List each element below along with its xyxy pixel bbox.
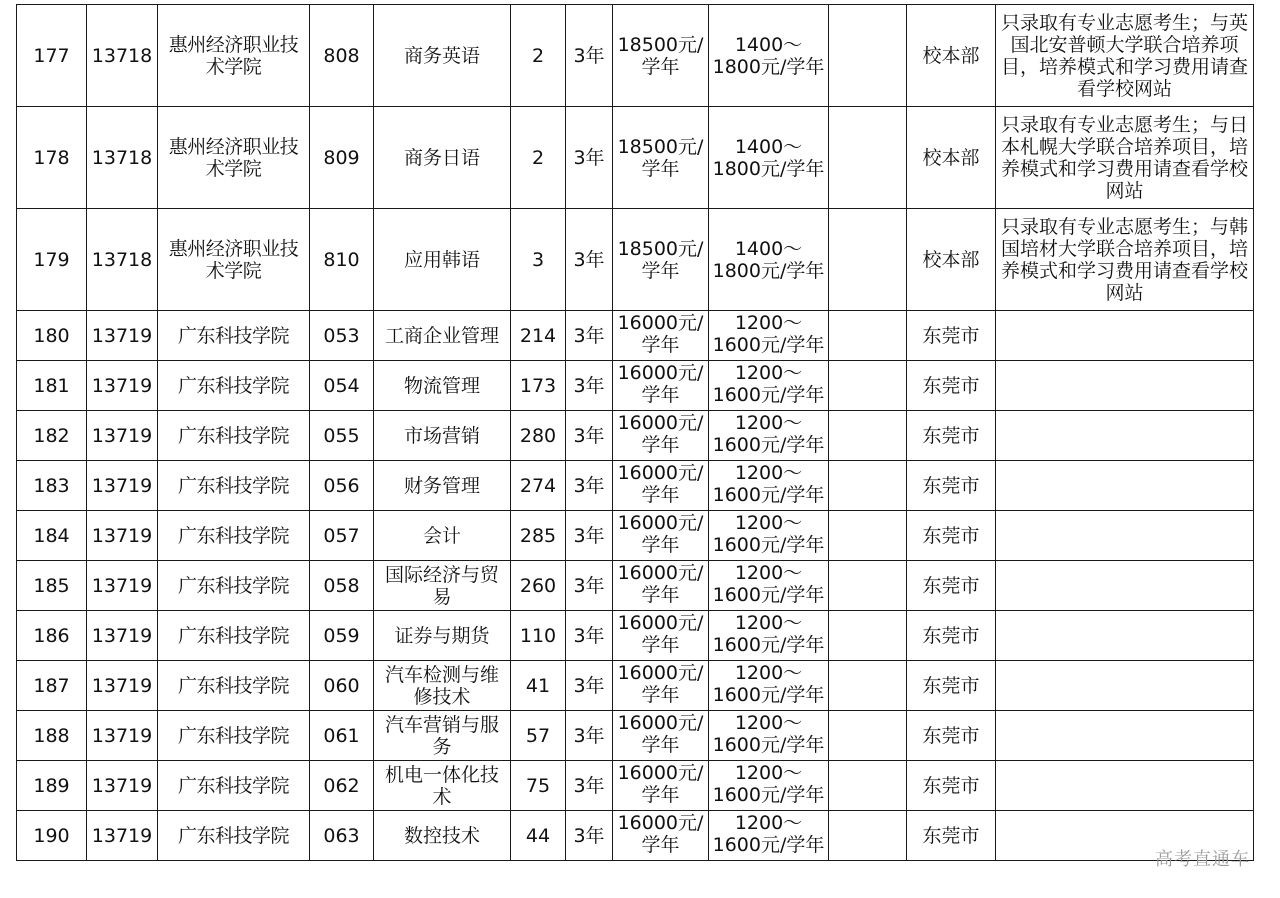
lodging-fee-cell: 1200～1600元/学年 (709, 761, 829, 811)
major-name-cell: 机电一体化技术 (374, 761, 511, 811)
major-name-cell: 商务日语 (374, 107, 511, 209)
tuition-fee-cell: 16000元/学年 (613, 461, 709, 511)
empty-cell-cell (829, 461, 907, 511)
major-name-cell: 证券与期货 (374, 611, 511, 661)
lodging-fee-cell: 1200～1600元/学年 (709, 411, 829, 461)
study-years-cell: 3年 (566, 311, 613, 361)
tuition-fee-cell: 16000元/学年 (613, 811, 709, 861)
lodging-fee-cell: 1400～1800元/学年 (709, 209, 829, 311)
campus-cell: 东莞市 (907, 561, 996, 611)
table-row (17, 5, 1254, 107)
school-code-cell: 13719 (87, 611, 158, 661)
plan-count-cell: 285 (511, 511, 566, 561)
table-row (17, 461, 1254, 511)
campus-cell: 东莞市 (907, 711, 996, 761)
remark-cell (996, 511, 1254, 561)
row-number-cell: 189 (17, 761, 87, 811)
tuition-fee-cell: 16000元/学年 (613, 711, 709, 761)
row-number-cell: 183 (17, 461, 87, 511)
table-row (17, 511, 1254, 561)
empty-cell-cell (829, 761, 907, 811)
empty-cell-cell (829, 711, 907, 761)
school-code-cell: 13719 (87, 511, 158, 561)
campus-cell: 校本部 (907, 107, 996, 209)
remark-cell (996, 661, 1254, 711)
study-years-cell: 3年 (566, 561, 613, 611)
lodging-fee-cell: 1400～1800元/学年 (709, 107, 829, 209)
table-row (17, 107, 1254, 209)
remark-cell (996, 611, 1254, 661)
study-years-cell: 3年 (566, 5, 613, 107)
row-number-cell: 181 (17, 361, 87, 411)
empty-cell-cell (829, 811, 907, 861)
plan-count-cell: 57 (511, 711, 566, 761)
campus-cell: 东莞市 (907, 311, 996, 361)
lodging-fee-cell: 1200～1600元/学年 (709, 611, 829, 661)
major-name-cell: 应用韩语 (374, 209, 511, 311)
major-name-cell: 汽车营销与服务 (374, 711, 511, 761)
campus-cell: 东莞市 (907, 611, 996, 661)
major-code-cell: 053 (310, 311, 374, 361)
table-row (17, 411, 1254, 461)
plan-count-cell: 44 (511, 811, 566, 861)
lodging-fee-cell: 1200～1600元/学年 (709, 661, 829, 711)
school-code-cell: 13718 (87, 107, 158, 209)
tuition-fee-cell: 18500元/学年 (613, 5, 709, 107)
row-number-cell: 190 (17, 811, 87, 861)
plan-count-cell: 3 (511, 209, 566, 311)
lodging-fee-cell: 1200～1600元/学年 (709, 361, 829, 411)
plan-count-cell: 2 (511, 107, 566, 209)
table-row (17, 611, 1254, 661)
remark-cell: 只录取有专业志愿考生；与韩国培材大学联合培养项目，培养模式和学习费用请查看学校网站 (996, 209, 1254, 311)
plan-count-cell: 2 (511, 5, 566, 107)
tuition-fee-cell: 16000元/学年 (613, 361, 709, 411)
plan-count-cell: 280 (511, 411, 566, 461)
remark-cell (996, 361, 1254, 411)
plan-count-cell: 260 (511, 561, 566, 611)
row-number-cell: 187 (17, 661, 87, 711)
study-years-cell: 3年 (566, 611, 613, 661)
empty-cell-cell (829, 561, 907, 611)
remark-cell (996, 461, 1254, 511)
table-row (17, 761, 1254, 811)
campus-cell: 东莞市 (907, 761, 996, 811)
school-code-cell: 13719 (87, 661, 158, 711)
lodging-fee-cell: 1200～1600元/学年 (709, 461, 829, 511)
school-code-cell: 13718 (87, 5, 158, 107)
campus-cell: 东莞市 (907, 411, 996, 461)
major-code-cell: 059 (310, 611, 374, 661)
remark-cell (996, 561, 1254, 611)
tuition-fee-cell: 16000元/学年 (613, 561, 709, 611)
watermark: 高考直通车 (1155, 849, 1250, 870)
major-code-cell: 809 (310, 107, 374, 209)
table-row (17, 209, 1254, 311)
lodging-fee-cell: 1200～1600元/学年 (709, 311, 829, 361)
school-code-cell: 13719 (87, 311, 158, 361)
school-name-cell: 广东科技学院 (158, 561, 310, 611)
study-years-cell: 3年 (566, 761, 613, 811)
plan-count-cell: 214 (511, 311, 566, 361)
empty-cell-cell (829, 511, 907, 561)
major-name-cell: 工商企业管理 (374, 311, 511, 361)
tuition-fee-cell: 16000元/学年 (613, 661, 709, 711)
plan-count-cell: 173 (511, 361, 566, 411)
school-name-cell: 广东科技学院 (158, 611, 310, 661)
school-name-cell: 广东科技学院 (158, 811, 310, 861)
major-name-cell: 数控技术 (374, 811, 511, 861)
study-years-cell: 3年 (566, 209, 613, 311)
tuition-fee-cell: 16000元/学年 (613, 611, 709, 661)
school-code-cell: 13719 (87, 361, 158, 411)
row-number-cell: 178 (17, 107, 87, 209)
school-code-cell: 13719 (87, 461, 158, 511)
lodging-fee-cell: 1200～1600元/学年 (709, 811, 829, 861)
school-name-cell: 广东科技学院 (158, 661, 310, 711)
empty-cell-cell (829, 209, 907, 311)
school-name-cell: 广东科技学院 (158, 461, 310, 511)
study-years-cell: 3年 (566, 411, 613, 461)
major-name-cell: 财务管理 (374, 461, 511, 511)
study-years-cell: 3年 (566, 811, 613, 861)
empty-cell-cell (829, 661, 907, 711)
school-code-cell: 13719 (87, 811, 158, 861)
school-code-cell: 13719 (87, 411, 158, 461)
major-name-cell: 市场营销 (374, 411, 511, 461)
school-name-cell: 广东科技学院 (158, 311, 310, 361)
plan-count-cell: 41 (511, 661, 566, 711)
campus-cell: 东莞市 (907, 811, 996, 861)
school-code-cell: 13719 (87, 761, 158, 811)
row-number-cell: 185 (17, 561, 87, 611)
table-row (17, 561, 1254, 611)
campus-cell: 东莞市 (907, 511, 996, 561)
empty-cell-cell (829, 107, 907, 209)
remark-cell (996, 411, 1254, 461)
school-code-cell: 13719 (87, 561, 158, 611)
empty-cell-cell (829, 611, 907, 661)
row-number-cell: 180 (17, 311, 87, 361)
major-code-cell: 060 (310, 661, 374, 711)
admission-plan-table (16, 4, 1254, 861)
school-code-cell: 13718 (87, 209, 158, 311)
lodging-fee-cell: 1200～1600元/学年 (709, 711, 829, 761)
major-code-cell: 054 (310, 361, 374, 411)
table-row (17, 811, 1254, 861)
lodging-fee-cell: 1400～1800元/学年 (709, 5, 829, 107)
campus-cell: 东莞市 (907, 461, 996, 511)
row-number-cell: 188 (17, 711, 87, 761)
campus-cell: 校本部 (907, 5, 996, 107)
school-name-cell: 广东科技学院 (158, 761, 310, 811)
school-name-cell: 广东科技学院 (158, 411, 310, 461)
remark-cell (996, 761, 1254, 811)
study-years-cell: 3年 (566, 361, 613, 411)
empty-cell-cell (829, 5, 907, 107)
row-number-cell: 182 (17, 411, 87, 461)
study-years-cell: 3年 (566, 107, 613, 209)
row-number-cell: 186 (17, 611, 87, 661)
tuition-fee-cell: 16000元/学年 (613, 411, 709, 461)
tuition-fee-cell: 16000元/学年 (613, 761, 709, 811)
row-number-cell: 179 (17, 209, 87, 311)
remark-cell (996, 311, 1254, 361)
tuition-fee-cell: 18500元/学年 (613, 107, 709, 209)
plan-count-cell: 75 (511, 761, 566, 811)
school-name-cell: 惠州经济职业技术学院 (158, 5, 310, 107)
empty-cell-cell (829, 411, 907, 461)
major-code-cell: 062 (310, 761, 374, 811)
major-name-cell: 商务英语 (374, 5, 511, 107)
school-name-cell: 广东科技学院 (158, 361, 310, 411)
study-years-cell: 3年 (566, 711, 613, 761)
major-code-cell: 056 (310, 461, 374, 511)
remark-cell (996, 711, 1254, 761)
table-row (17, 661, 1254, 711)
study-years-cell: 3年 (566, 661, 613, 711)
major-code-cell: 055 (310, 411, 374, 461)
school-name-cell: 广东科技学院 (158, 711, 310, 761)
table-row (17, 311, 1254, 361)
row-number-cell: 184 (17, 511, 87, 561)
school-name-cell: 广东科技学院 (158, 511, 310, 561)
major-code-cell: 061 (310, 711, 374, 761)
table-row (17, 361, 1254, 411)
plan-count-cell: 110 (511, 611, 566, 661)
tuition-fee-cell: 18500元/学年 (613, 209, 709, 311)
major-code-cell: 808 (310, 5, 374, 107)
lodging-fee-cell: 1200～1600元/学年 (709, 561, 829, 611)
row-number-cell: 177 (17, 5, 87, 107)
campus-cell: 东莞市 (907, 661, 996, 711)
empty-cell-cell (829, 311, 907, 361)
table-row (17, 711, 1254, 761)
study-years-cell: 3年 (566, 511, 613, 561)
major-name-cell: 会计 (374, 511, 511, 561)
remark-cell: 只录取有专业志愿考生；与日本札幌大学联合培养项目，培养模式和学习费用请查看学校网站 (996, 107, 1254, 209)
table-body (17, 5, 1254, 861)
empty-cell-cell (829, 361, 907, 411)
major-name-cell: 国际经济与贸易 (374, 561, 511, 611)
major-code-cell: 057 (310, 511, 374, 561)
major-code-cell: 063 (310, 811, 374, 861)
school-name-cell: 惠州经济职业技术学院 (158, 209, 310, 311)
tuition-fee-cell: 16000元/学年 (613, 511, 709, 561)
major-name-cell: 物流管理 (374, 361, 511, 411)
school-code-cell: 13719 (87, 711, 158, 761)
study-years-cell: 3年 (566, 461, 613, 511)
campus-cell: 东莞市 (907, 361, 996, 411)
remark-cell: 只录取有专业志愿考生；与英国北安普顿大学联合培养项目，培养模式和学习费用请查看学校网站 (996, 5, 1254, 107)
major-name-cell: 汽车检测与维修技术 (374, 661, 511, 711)
major-code-cell: 058 (310, 561, 374, 611)
major-code-cell: 810 (310, 209, 374, 311)
plan-count-cell: 274 (511, 461, 566, 511)
school-name-cell: 惠州经济职业技术学院 (158, 107, 310, 209)
tuition-fee-cell: 16000元/学年 (613, 311, 709, 361)
campus-cell: 校本部 (907, 209, 996, 311)
lodging-fee-cell: 1200～1600元/学年 (709, 511, 829, 561)
